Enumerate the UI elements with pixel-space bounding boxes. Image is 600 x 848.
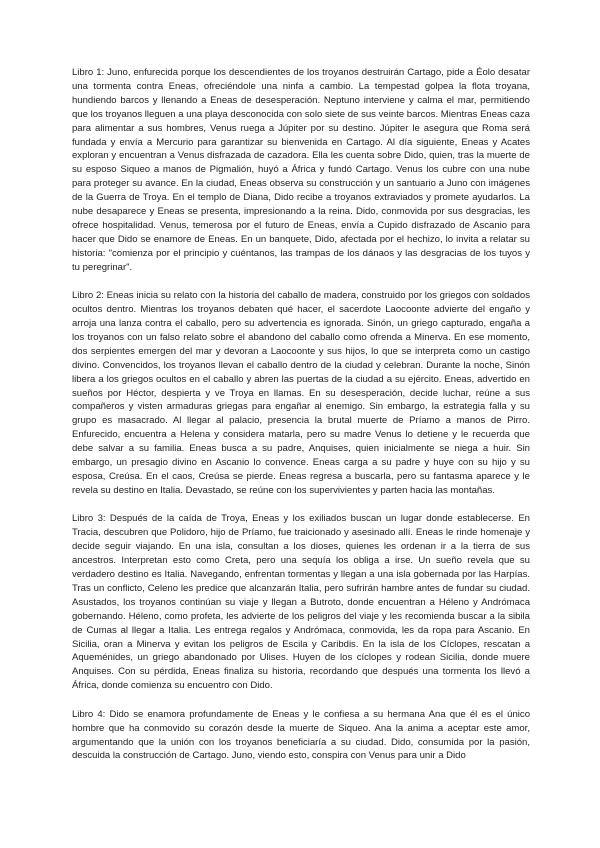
paragraph-label: Libro 1: (72, 67, 105, 78)
paragraph-label: Libro 4: (72, 708, 106, 720)
paragraph-libro-1 (72, 66, 530, 275)
document-page (72, 66, 530, 778)
paragraph-label: Libro 3: (72, 513, 106, 525)
paragraph-libro-2 (72, 289, 530, 498)
paragraph-libro-3 (72, 512, 530, 693)
paragraph-text: Dido se enamora profundamente de Eneas y le confiesa a su hermana Ana que él es el único hombre que ha conmovido su corazón desde la muerte de Siqueo. Ana la anima a aceptar este amor, argumentando que la unión con los troyanos beneficiaría a su ciudad. Dido, consumida por la pasión, descuida la construcción de Cartago. Juno, viendo esto, conspira con Venus para unir a Dido (72, 708, 530, 762)
paragraph-text: Eneas inicia su relato con la historia del caballo de madera, construido por los griegos con soldados ocultos dentro. Mientras los troyanos debaten qué hacer, el sacerdote Laocoonte advierte del engaño y arroja una lanza contra el caballo, pero su advertencia es ignorada. Sinón, un griego capturado, engaña a los troyanos con un falso relato sobre el abandono del caballo como ofrenda a Minerva. En ese momento, dos serpientes emergen del mar y devoran a Laocoonte y sus hijos, lo que se interpreta como un castigo divino. Convencidos, los troyanos llevan el caballo dentro de la ciudad y celebran. Durante la noche, Sinón libera a los griegos ocultos en el caballo y abren las puertas de la ciudad a su ejército. Eneas, advertido en sueños por Héctor, despierta y ve Troya en llamas. En su desesperación, decide luchar, reúne a sus compañeros y visten armaduras griegas para engañar al enemigo. Sin embargo, la estrategia falla y su grupo es masacrado. Al llegar al palacio, presencia la brutal muerte de Príamo a manos de Pirro. Enfurecido, encuentra a Helena y considera matarla, pero su madre Venus lo detiene y le recuerda que debe salvar a su familia. Eneas busca a su padre, Anquises, quien inicialmente se niega a huir. Sin embargo, un presagio divino en Ascanio lo convence. Eneas carga a su padre y huye con su hijo y su esposa, Creúsa. En el caos, Creúsa se pierde. Eneas regresa a buscarla, pero su fantasma aparece y le revela su destino en Italia. Devastado, se reúne con los supervivientes y parten hacia las montañas. (72, 290, 530, 496)
paragraph-libro-4 (72, 708, 530, 764)
paragraph-text: Juno, enfurecida porque los descendientes de los troyanos destruirán Cartago, pide a Éolo desatar una tormenta contra Eneas, ofreciéndole una ninfa a cambio. La tempestad golpea la flota troyana, hundiendo barcos y llenando a Eneas de desesperación. Neptuno interviene y calma el mar, permitiendo que los troyanos lleguen a una playa desconocida con solo siete de sus veinte barcos. Mientras Eneas caza para alimentar a sus hombres, Venus ruega a Júpiter por su destino. Júpiter le asegura que Roma será fundada y envía a Mercurio para garantizar su bienvenida en Cartago. Al día siguiente, Eneas y Acates exploran y encuentran a Venus disfrazada de cazadora. Ella les cuenta sobre Dido, quien, tras la muerte de su esposo Siqueo a manos de Pigmalión, huyó a África y fundó Cartago. Venus los cubre con una nube para proteger su avance. En la ciudad, Eneas observa su construcción y un santuario a Juno con imágenes de la Guerra de Troya. En el templo de Diana, Dido recibe a troyanos extraviados y promete ayudarlos. La nube desaparece y Eneas se presenta, impresionando a la reina. Dido, conmovida por sus desgracias, les ofrece hospitalidad. Venus, temerosa por el futuro de Eneas, envía a Cupido disfrazado de Ascanio para hacer que Dido se enamore de Eneas. En un banquete, Dido, afectada por el hechizo, lo invita a relatar su historia: "comienza por el principio y cuéntanos, las trampas de los dánaos y las desgracias de los tuyos y tu peregrinar". (72, 67, 530, 273)
paragraph-label: Libro 2: (72, 290, 104, 302)
paragraph-text: Después de la caída de Troya, Eneas y los exiliados buscan un lugar donde establecerse. En Tracia, descubren que Polidoro, hijo de Príamo, fue traicionado y asesinado allí. Eneas le rinde homenaje y decide seguir viajando. En una isla, consultan a los dioses, quienes les ordenan ir a la tierra de sus ancestros. Interpretan esto como Creta, pero una sequía los obliga a irse. Un sueño revela que su verdadero destino es Italia. Navegando, enfrentan tormentas y llegan a una isla gobernada por las Harpías. Tras un conflicto, Celeno les predice que alcanzarán Italia, pero sufrirán hambre antes de fundar su ciudad. Asustados, los troyanos continúan su viaje y llegan a Butroto, donde encuentran a Héleno y Andrómaca gobernando. Héleno, como profeta, les advierte de los peligros del viaje y les recomienda buscar a la sibila de Cumas al llegar a Italia. Les entrega regalos y Andrómaca, conmovida, les da ropa para Ascanio. En Sicilia, oran a Minerva y evitan los peligros de Escila y Caribdis. En la isla de los Cíclopes, rescatan a Aqueménides, un griego abandonado por Ulises. Huyen de los cíclopes y rodean Sicilia, donde muere Anquises. Con su pérdida, Eneas finaliza su historia, recordando que después una tormenta los llevó a África, donde comienza su encuentro con Dido. (72, 513, 530, 692)
